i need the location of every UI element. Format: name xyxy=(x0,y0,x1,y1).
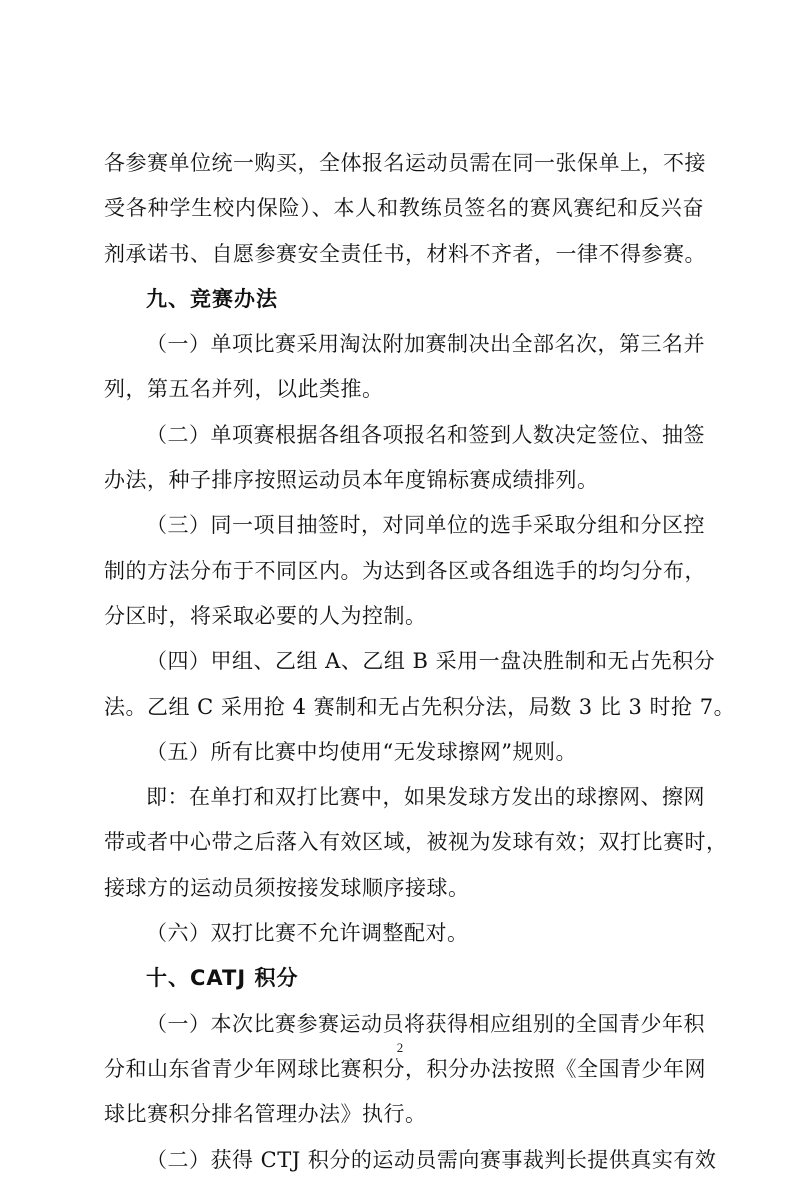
paragraph-line: 接球方的运动员须按接发球顺序接球。 xyxy=(104,875,470,900)
paragraph-line: 列，第五名并列，以此类推。 xyxy=(104,377,384,402)
paragraph-line: （一）本次比赛参赛运动员将获得相应组别的全国青少年积 xyxy=(146,1011,705,1036)
paragraph-line: （二）单项赛根据各组各项报名和签到人数决定签位、抽签 xyxy=(146,422,705,447)
paragraph-line: 分和山东省青少年网球比赛积分，积分办法按照《全国青少年网 xyxy=(104,1056,706,1081)
paragraph-line: （一）单项比赛采用淘汰附加赛制决出全部名次，第三名并 xyxy=(146,332,705,357)
paragraph-line: 制的方法分布于不同区内。为达到各区或各组选手的均匀分布， xyxy=(104,558,706,583)
paragraph-line: （六）双打比赛不允许调整配对。 xyxy=(146,921,469,946)
document-body xyxy=(104,145,736,1187)
paragraph-line: （三）同一项目抽签时，对同单位的选手采取分组和分区控 xyxy=(146,513,705,538)
paragraph-line: 分区时，将采取必要的人为控制。 xyxy=(104,603,427,628)
paragraph-line: （四）甲组、乙组 A、乙组 B 采用一盘决胜制和无占先积分 xyxy=(146,649,716,674)
paragraph-line: （五）所有比赛中均使用“无发球擦网”规则。 xyxy=(146,739,577,764)
paragraph-line: 受各种学生校内保险）、本人和教练员签名的赛风赛纪和反兴奋 xyxy=(104,196,704,221)
page-number: 2 xyxy=(396,1040,404,1055)
paragraph-line: 剂承诺书、自愿参赛安全责任书，材料不齐者，一律不得参赛。 xyxy=(104,241,706,266)
paragraph-line: 球比赛积分排名管理办法》执行。 xyxy=(104,1102,427,1127)
paragraph-line: 带或者中心带之后落入有效区域，被视为发球有效；双打比赛时， xyxy=(104,830,728,855)
section-heading-nine: 九、竞赛办法 xyxy=(146,286,278,311)
paragraph-line: 即：在单打和双打比赛中，如果发球方发出的球擦网、擦网 xyxy=(146,785,705,810)
paragraph-line: 办法，种子排序按照运动员本年度锦标赛成绩排列。 xyxy=(104,468,599,493)
paragraph-line: 法。乙组 C 采用抢 4 赛制和无占先积分法，局数 3 比 3 时抢 7。 xyxy=(104,694,736,719)
section-heading-ten: 十、CATJ 积分 xyxy=(146,966,299,991)
paragraph-line: （二）获得 CTJ 积分的运动员需向赛事裁判长提供真实有效 xyxy=(146,1147,717,1172)
paragraph-line: 各参赛单位统一购买，全体报名运动员需在同一张保单上，不接 xyxy=(104,151,706,175)
